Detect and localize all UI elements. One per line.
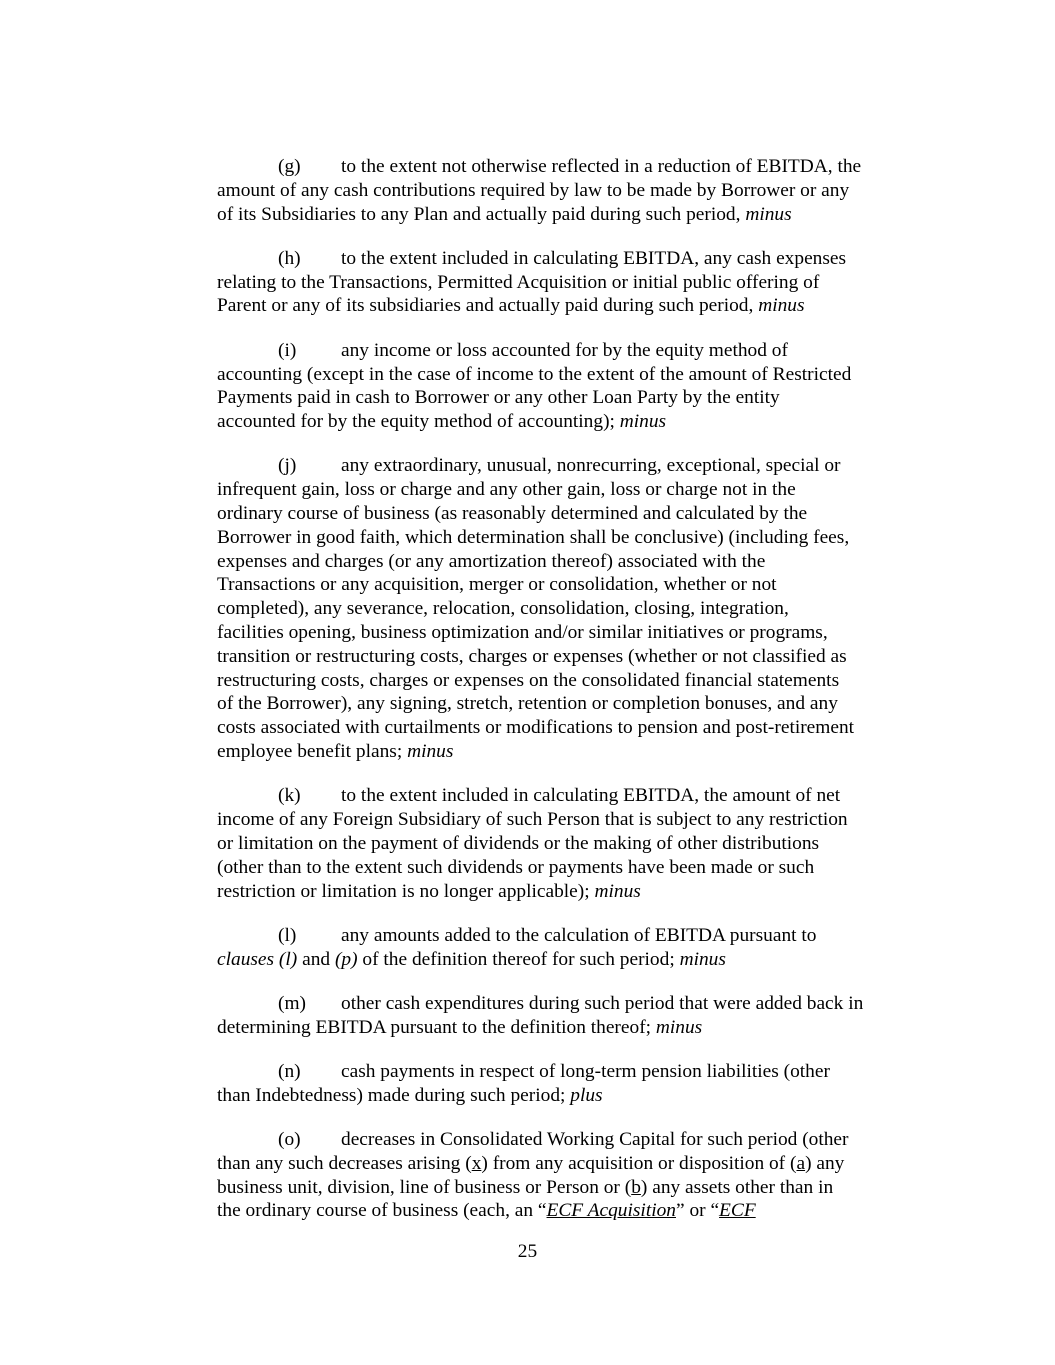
text-fragment: the ordinary course of business (each, an “ <box>217 1200 547 1222</box>
clause-m <box>217 992 902 1040</box>
clause-reference: (p) <box>334 948 358 970</box>
text-line: facilities opening, business optimization and/or similar initiatives or programs, <box>217 622 828 644</box>
clause-l <box>217 924 902 972</box>
subclause-marker: a <box>796 1152 806 1174</box>
text-line: income of any Foreign Subsidiary of such Person that is subject to any restriction <box>217 809 848 831</box>
text-line: any amounts added to the calculation of EBITDA pursuant to <box>341 924 817 946</box>
defined-term: ECF Acquisition <box>546 1200 676 1222</box>
subclause-marker: b <box>631 1176 641 1198</box>
clause-label: (o) <box>278 1129 301 1151</box>
clause-label: (l) <box>278 924 297 946</box>
text-line: (other than to the extent such dividends or payments have been made or such <box>217 856 815 878</box>
connector-word: minus <box>758 295 805 317</box>
text-line: accounted for by the equity method of accounting); <box>217 411 620 433</box>
text-line: Payments paid in cash to Borrower or any other Loan Party by the entity <box>217 387 780 409</box>
text-fragment: and <box>297 948 335 970</box>
clause-reference: clauses (l) <box>217 948 298 970</box>
page-body <box>217 155 902 1244</box>
connector-word: minus <box>594 880 641 902</box>
text-line: accounting (except in the case of income to the extent of the amount of Restricted <box>217 363 852 385</box>
text-line: completed), any severance, relocation, consolidation, closing, integration, <box>217 598 789 620</box>
subclause-marker: x <box>471 1152 482 1174</box>
connector-word: minus <box>745 203 792 225</box>
clause-label: (k) <box>278 785 301 807</box>
clause-j <box>217 454 902 763</box>
text-line: cash payments in respect of long-term pension liabilities (other <box>341 1061 830 1082</box>
text-line: costs associated with curtailments or modifications to pension and post-retirement <box>217 717 855 739</box>
text-fragment: ) any assets other than in <box>640 1176 834 1198</box>
text-line: or limitation on the payment of dividends or the making of other distributions <box>217 832 820 854</box>
connector-word: minus <box>407 741 454 763</box>
text-line: expenses and charges (or any amortization thereof) associated with the <box>217 550 766 572</box>
text-fragment: ) any <box>805 1152 845 1174</box>
clause-label: (j) <box>278 455 297 477</box>
defined-term: ECF <box>719 1200 756 1222</box>
text-line: Borrower in good faith, which determination shall be conclusive) (including fees, <box>217 526 850 548</box>
clause-label: (i) <box>278 339 297 361</box>
text-line: infrequent gain, loss or charge and any other gain, loss or charge not in the <box>217 479 796 501</box>
text-line: restriction or limitation is no longer applicable); <box>217 880 595 902</box>
text-line: any income or loss accounted for by the equity method of <box>341 339 788 361</box>
text-line: amount of any cash contributions required by law to be made by Borrower or any <box>217 179 850 201</box>
text-line: than Indebtedness) made during such period; <box>217 1084 571 1106</box>
text-fragment: than any such decreases arising ( <box>217 1152 472 1174</box>
clause-label: (g) <box>278 156 301 177</box>
clause-label: (n) <box>278 1061 301 1082</box>
clause-n <box>217 1060 902 1108</box>
connector-word: plus <box>570 1084 603 1106</box>
clause-label: (m) <box>278 992 306 1014</box>
text-fragment: business unit, division, line of business or Person or ( <box>217 1176 632 1198</box>
text-fragment: ) from any acquisition or disposition of ( <box>481 1152 797 1174</box>
text-line: decreases in Consolidated Working Capital for such period (other <box>341 1129 849 1151</box>
text-line: any extraordinary, unusual, nonrecurring, exceptional, special or <box>341 455 841 477</box>
clause-k <box>217 784 902 903</box>
connector-word: minus <box>679 948 726 970</box>
clause-label: (h) <box>278 247 301 269</box>
text-fragment: of the definition thereof for such period; <box>357 948 680 970</box>
connector-word: minus <box>655 1016 703 1038</box>
connector-word: minus <box>619 411 667 433</box>
text-line: determining EBITDA pursuant to the definition thereof; <box>217 1016 656 1038</box>
text-line: Parent or any of its subsidiaries and actually paid during such period, <box>217 295 759 317</box>
text-line: transition or restructuring costs, charges or expenses (whether or not classified as <box>217 645 847 667</box>
page-number: 25 <box>517 1241 538 1262</box>
text-fragment: ” or “ <box>675 1200 720 1222</box>
text-line: restructuring costs, charges or expenses on the consolidated financial statements <box>217 669 840 691</box>
text-line: employee benefit plans; <box>217 741 408 763</box>
clause-g <box>217 155 902 226</box>
text-line: to the extent included in calculating EBITDA, the amount of net <box>341 785 841 807</box>
text-line: other cash expenditures during such period that were added back in <box>341 992 864 1014</box>
text-line: ordinary course of business (as reasonably determined and calculated by the <box>217 503 808 525</box>
clause-o <box>217 1128 902 1223</box>
text-line: relating to the Transactions, Permitted Acquisition or initial public offering of <box>217 271 820 293</box>
text-line: of the Borrower), any signing, stretch, retention or completion bonuses, and any <box>217 693 838 715</box>
text-line: Transactions or any acquisition, merger or consolidation, whether or not <box>217 574 777 596</box>
text-line: to the extent included in calculating EBITDA, any cash expenses <box>341 247 847 269</box>
text-line: of its Subsidiaries to any Plan and actually paid during such period, <box>217 203 746 225</box>
clause-h <box>217 247 902 318</box>
clause-i <box>217 339 902 434</box>
text-line: to the extent not otherwise reflected in a reduction of EBITDA, the <box>341 156 862 177</box>
